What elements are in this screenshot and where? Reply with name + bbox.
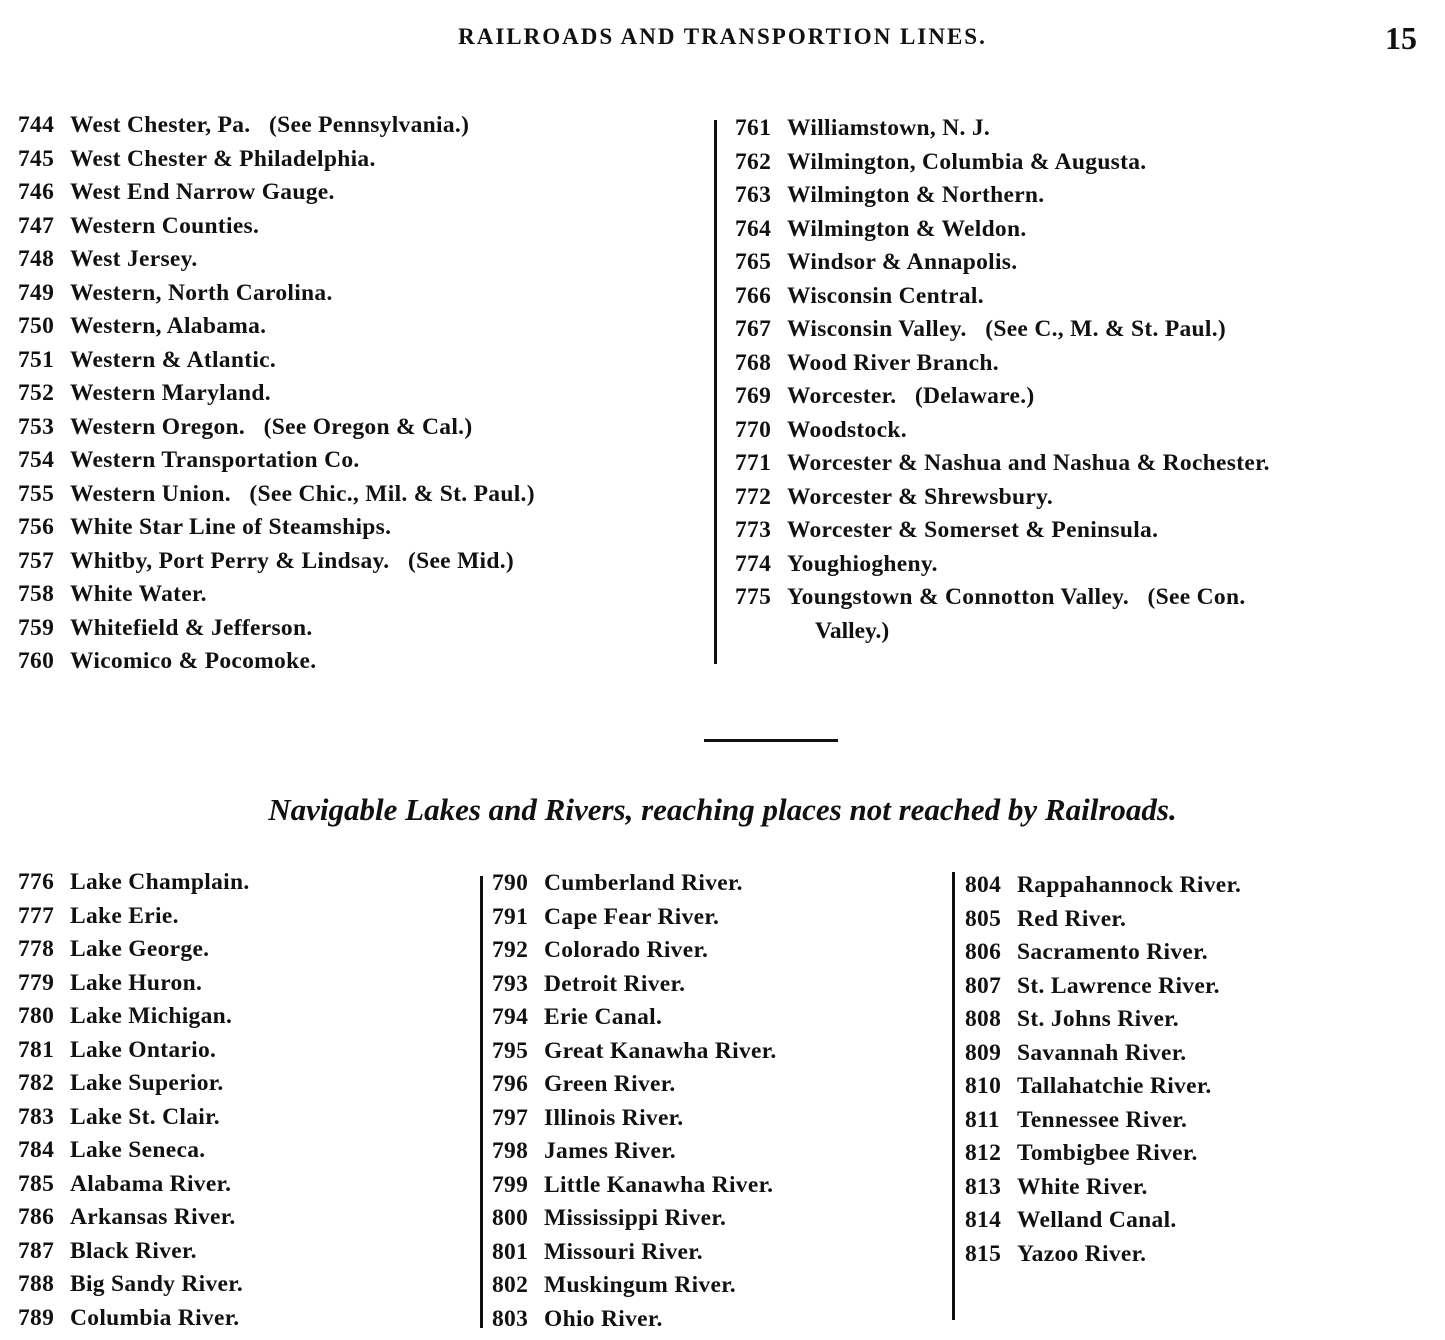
item-name: Western, Alabama. [70,313,267,339]
item-name: Wisconsin Valley. (See C., M. & St. Paul.) [787,316,1227,342]
item-name: Sacramento River. [1017,939,1208,965]
item-number: 768 [735,349,772,376]
item-name: St. Lawrence River. [1017,972,1220,999]
item-number: 752 [18,380,55,406]
item-number: 775 [735,584,772,610]
item-name: Tennessee River. [1017,1106,1188,1133]
list-item [735,112,1425,146]
item-number: 778 [18,936,55,962]
item-number: 797 [492,1104,529,1131]
list-item [735,347,1425,381]
item-number: 748 [18,246,55,272]
list-item [18,1268,468,1302]
list-item [18,243,698,277]
item-name: Tallahatchie River. [1017,1073,1212,1099]
item-name: Western, North Carolina. [70,279,333,306]
item-number: 790 [492,870,529,896]
item-number: 785 [18,1170,55,1197]
item-number: 802 [492,1272,529,1298]
item-number: 759 [18,614,55,641]
item-number: 812 [965,1140,1002,1166]
list-item [18,578,698,612]
item-name: Welland Canal. [1017,1207,1177,1233]
list-item [492,1068,932,1102]
item-name: Wood River Branch. [787,349,999,376]
page-title: RAILROADS AND TRANSPORTION LINES. [458,24,987,49]
item-number: 749 [18,279,55,306]
item-number: 755 [18,480,55,507]
list-item [965,1137,1425,1171]
list-item [965,936,1425,970]
item-name: Wicomico & Pocomoke. [70,648,317,674]
item-name: Youngstown & Connotton Valley. (See Con. [787,584,1246,610]
item-name: Wilmington & Northern. [787,182,1045,208]
list-item [735,447,1425,481]
item-name: Ohio River. [544,1305,663,1332]
item-number: 791 [492,903,529,930]
item-number: 786 [18,1204,55,1230]
item-name: Williamstown, N. J. [787,115,991,141]
list-item [965,970,1425,1004]
item-number: 776 [18,869,55,895]
item-name: St. Johns River. [1017,1006,1179,1032]
list-item [735,146,1425,180]
list-item [18,645,698,679]
list-item [18,612,698,646]
list-item [735,179,1425,213]
item-name: Whitby, Port Perry & Lindsay. (See Mid.) [70,547,515,574]
item-number: 754 [18,447,55,473]
list-item [735,380,1425,414]
item-number: 789 [18,1304,55,1331]
item-number: 793 [492,970,529,997]
item-number: 758 [18,581,55,607]
item-name: Lake Seneca. [70,1137,206,1163]
section-divider [704,739,838,742]
waterways-col3 [965,869,1425,1271]
list-item [965,1104,1425,1138]
list-item [735,213,1425,247]
list-item [18,143,698,177]
item-number: 762 [735,148,772,175]
railroads-right-column [735,112,1425,648]
item-name: Worcester & Somerset & Peninsula. [787,517,1159,543]
list-item [18,210,698,244]
list-item [492,1303,932,1337]
item-name: Big Sandy River. [70,1271,244,1297]
item-number: 773 [735,517,772,543]
item-name: Mississippi River. [544,1205,727,1231]
item-number: 766 [735,282,772,309]
list-item [18,176,698,210]
item-name: Great Kanawha River. [544,1037,777,1064]
item-number: 744 [18,112,55,138]
item-number: 745 [18,145,55,172]
list-item [735,481,1425,515]
item-name: Cape Fear River. [544,903,720,930]
item-number: 815 [965,1240,1002,1267]
list-item [18,967,468,1001]
list-item [492,1135,932,1169]
item-number: 746 [18,179,55,205]
waterways-divider-1 [480,876,483,1328]
list-item [965,903,1425,937]
list-item [18,511,698,545]
list-item [492,1169,932,1203]
list-item [492,934,932,968]
list-item [18,310,698,344]
list-item [18,1302,468,1336]
item-name: Worcester & Nashua and Nashua & Rochester. [787,450,1270,476]
item-name: Green River. [544,1071,676,1097]
item-number: 769 [735,383,772,409]
item-number: 805 [965,905,1002,932]
waterways-col2 [492,867,932,1336]
item-number: 803 [492,1305,529,1332]
item-number: 772 [735,483,772,510]
list-item [735,246,1425,280]
item-number: 757 [18,547,55,574]
item-name: James River. [544,1138,676,1164]
item-number: 782 [18,1070,55,1096]
item-number: 794 [492,1004,529,1030]
list-item [18,900,468,934]
list-item [18,444,698,478]
list-item [735,313,1425,347]
item-number: 777 [18,902,55,929]
list-item [18,545,698,579]
item-number: 799 [492,1171,529,1198]
list-item [18,109,698,143]
item-name: Western Transportation Co. [70,447,360,473]
item-name: Little Kanawha River. [544,1171,774,1198]
list-item [492,1269,932,1303]
item-number: 761 [735,115,772,141]
item-number: 810 [965,1073,1002,1099]
item-name: Windsor & Annapolis. [787,249,1018,275]
item-number: 792 [492,937,529,963]
item-name: Rappahannock River. [1017,872,1242,898]
item-number: 796 [492,1071,529,1097]
list-item [492,901,932,935]
item-name: Lake Michigan. [70,1003,233,1029]
item-number: 788 [18,1271,55,1297]
item-number: 804 [965,872,1002,898]
item-name: Black River. [70,1237,197,1264]
item-name: Arkansas River. [70,1204,236,1230]
item-name: Muskingum River. [544,1272,736,1298]
list-item [18,411,698,445]
item-number: 760 [18,648,55,674]
list-item [18,1067,468,1101]
list-item [18,377,698,411]
item-number: 795 [492,1037,529,1064]
item-name: Lake George. [70,936,210,962]
list-item [18,1235,468,1269]
railroads-right-list [735,112,1425,615]
item-number: 753 [18,413,55,440]
railroads-column-divider [714,120,717,664]
waterways-section-title: Navigable Lakes and Rivers, reaching places not reached by Railroads. [268,792,1177,827]
item-number: 809 [965,1039,1002,1066]
item-number: 774 [735,550,772,577]
list-item [18,1201,468,1235]
waterways-col1 [18,866,468,1335]
list-item [735,280,1425,314]
item-number: 751 [18,346,55,373]
item-name: Wilmington & Weldon. [787,215,1027,242]
item-number: 770 [735,416,772,443]
item-name: White Star Line of Steamships. [70,514,392,540]
item-name: Worcester. (Delaware.) [787,383,1035,409]
item-name: Lake Erie. [70,902,179,929]
item-number: 767 [735,316,772,342]
item-number: 781 [18,1036,55,1063]
item-number: 750 [18,313,55,339]
list-item [18,866,468,900]
list-item [735,581,1425,615]
item-number: 801 [492,1238,529,1265]
railroads-continuation-line: Valley.) [815,617,890,644]
list-item [735,514,1425,548]
item-name: Columbia River. [70,1304,240,1331]
item-name: Yazoo River. [1017,1240,1147,1267]
item-number: 780 [18,1003,55,1029]
item-number: 764 [735,215,772,242]
list-item [18,1134,468,1168]
item-name: West Jersey. [70,246,198,272]
railroads-left-column [18,109,698,679]
list-item [18,277,698,311]
item-number: 813 [965,1173,1002,1200]
item-number: 807 [965,972,1002,999]
item-name: Lake St. Clair. [70,1103,220,1130]
list-item [18,1034,468,1068]
item-name: Tombigbee River. [1017,1140,1198,1166]
list-item [18,1000,468,1034]
list-item [735,414,1425,448]
list-item [965,1037,1425,1071]
list-item [492,1236,932,1270]
item-name: Erie Canal. [544,1004,663,1030]
item-name: Worcester & Shrewsbury. [787,483,1054,510]
item-number: 771 [735,450,772,476]
item-number: 787 [18,1237,55,1264]
list-item [492,1001,932,1035]
item-number: 784 [18,1137,55,1163]
item-name: Detroit River. [544,970,686,997]
item-name: Woodstock. [787,416,907,443]
item-name: Red River. [1017,905,1127,932]
list-item [492,867,932,901]
list-item [18,344,698,378]
item-number: 763 [735,182,772,208]
item-name: Wilmington, Columbia & Augusta. [787,148,1147,175]
item-name: Youghiogheny. [787,550,938,577]
item-number: 765 [735,249,772,275]
list-item [492,1202,932,1236]
list-item [965,1070,1425,1104]
item-name: Whitefield & Jefferson. [70,614,313,641]
item-name: Savannah River. [1017,1039,1187,1066]
item-name: Western Maryland. [70,380,271,406]
list-item [965,1204,1425,1238]
item-number: 779 [18,969,55,996]
item-name: White Water. [70,581,207,607]
list-item [492,968,932,1002]
item-name: West End Narrow Gauge. [70,179,335,205]
item-name: Missouri River. [544,1238,703,1265]
list-item [492,1102,932,1136]
item-number: 756 [18,514,55,540]
item-number: 808 [965,1006,1002,1032]
item-name: Lake Superior. [70,1070,224,1096]
item-name: West Chester & Philadelphia. [70,145,376,172]
item-name: Lake Ontario. [70,1036,217,1063]
list-item [492,1035,932,1069]
item-number: 783 [18,1103,55,1130]
item-name: Western & Atlantic. [70,346,277,373]
waterways-divider-2 [952,872,955,1320]
item-name: Lake Huron. [70,969,203,996]
item-number: 798 [492,1138,529,1164]
list-item [965,1171,1425,1205]
list-item [18,933,468,967]
list-item [18,478,698,512]
item-name: Illinois River. [544,1104,684,1131]
item-number: 800 [492,1205,529,1231]
list-item [18,1168,468,1202]
list-item [735,548,1425,582]
list-item [965,1003,1425,1037]
item-name: White River. [1017,1173,1148,1200]
page-number: 15 [1385,20,1417,56]
item-name: Colorado River. [544,937,709,963]
page-header [0,20,1445,60]
item-number: 806 [965,939,1002,965]
item-name: Cumberland River. [544,870,743,896]
list-item [965,869,1425,903]
item-number: 747 [18,212,55,239]
list-item [18,1101,468,1135]
item-number: 811 [965,1106,1000,1133]
item-name: Western Union. (See Chic., Mil. & St. Paul.) [70,480,535,507]
item-name: Alabama River. [70,1170,232,1197]
item-name: Western Oregon. (See Oregon & Cal.) [70,413,473,440]
item-name: Lake Champlain. [70,869,250,895]
item-number: 814 [965,1207,1002,1233]
item-name: Wisconsin Central. [787,282,984,309]
item-name: Western Counties. [70,212,260,239]
item-name: West Chester, Pa. (See Pennsylvania.) [70,112,470,138]
list-item [965,1238,1425,1272]
